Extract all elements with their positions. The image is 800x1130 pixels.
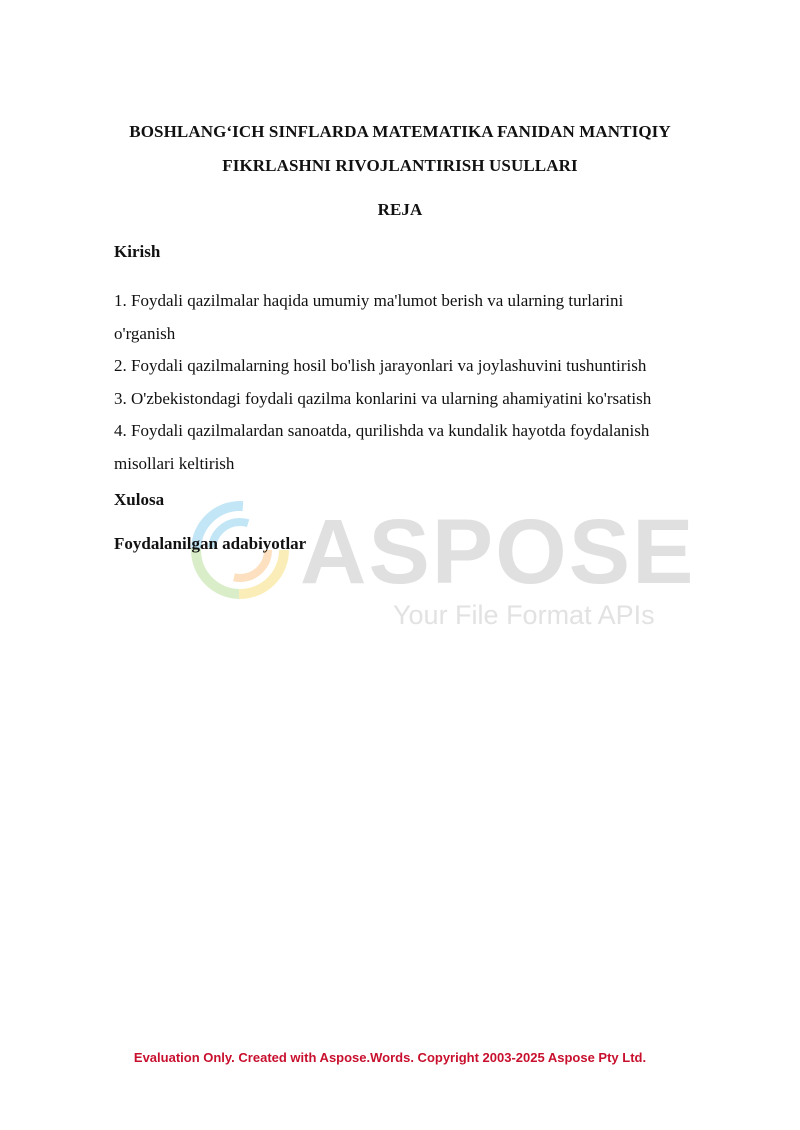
document-title-line-2: FIKRLASHNI RIVOJLANTIRISH USULLARI — [222, 156, 578, 175]
plan-line: 2. Foydali qazilmalarning hosil bo'lish jarayonlari va joylashuvini tushuntirish — [114, 356, 647, 375]
conclusion-heading: Xulosa — [114, 490, 165, 509]
plan-line: misollari keltirish — [114, 453, 235, 473]
plan-line: o'rganish — [114, 323, 176, 343]
intro-heading: Kirish — [114, 242, 161, 261]
watermark-tagline: Your File Format APIs — [393, 600, 655, 630]
plan-line: 1. Foydali qazilmalar haqida umumiy ma'lumot berish va ularning turlarini — [114, 291, 624, 310]
document-title-line-1: BOSHLANG‘ICH SINFLARDA MATEMATIKA FANIDAN MANTIQIY — [129, 122, 671, 141]
evaluation-notice: Evaluation Only. Created with Aspose.Words. Copyright 2003-2025 Aspose Pty Ltd. — [133, 1050, 647, 1065]
plan-heading: REJA — [377, 200, 423, 219]
watermark-brand: ASPOSE — [300, 501, 696, 603]
plan-list — [114, 285, 714, 480]
plan-line: 4. Foydali qazilmalardan sanoatda, qurilishda va kundalik hayotda foydalanish — [114, 421, 650, 440]
references-heading: Foydalanilgan adabiyotlar — [114, 534, 307, 553]
plan-line: 3. O'zbekistondagi foydali qazilma konlarini va ularning ahamiyatini ko'rsatish — [114, 388, 652, 408]
